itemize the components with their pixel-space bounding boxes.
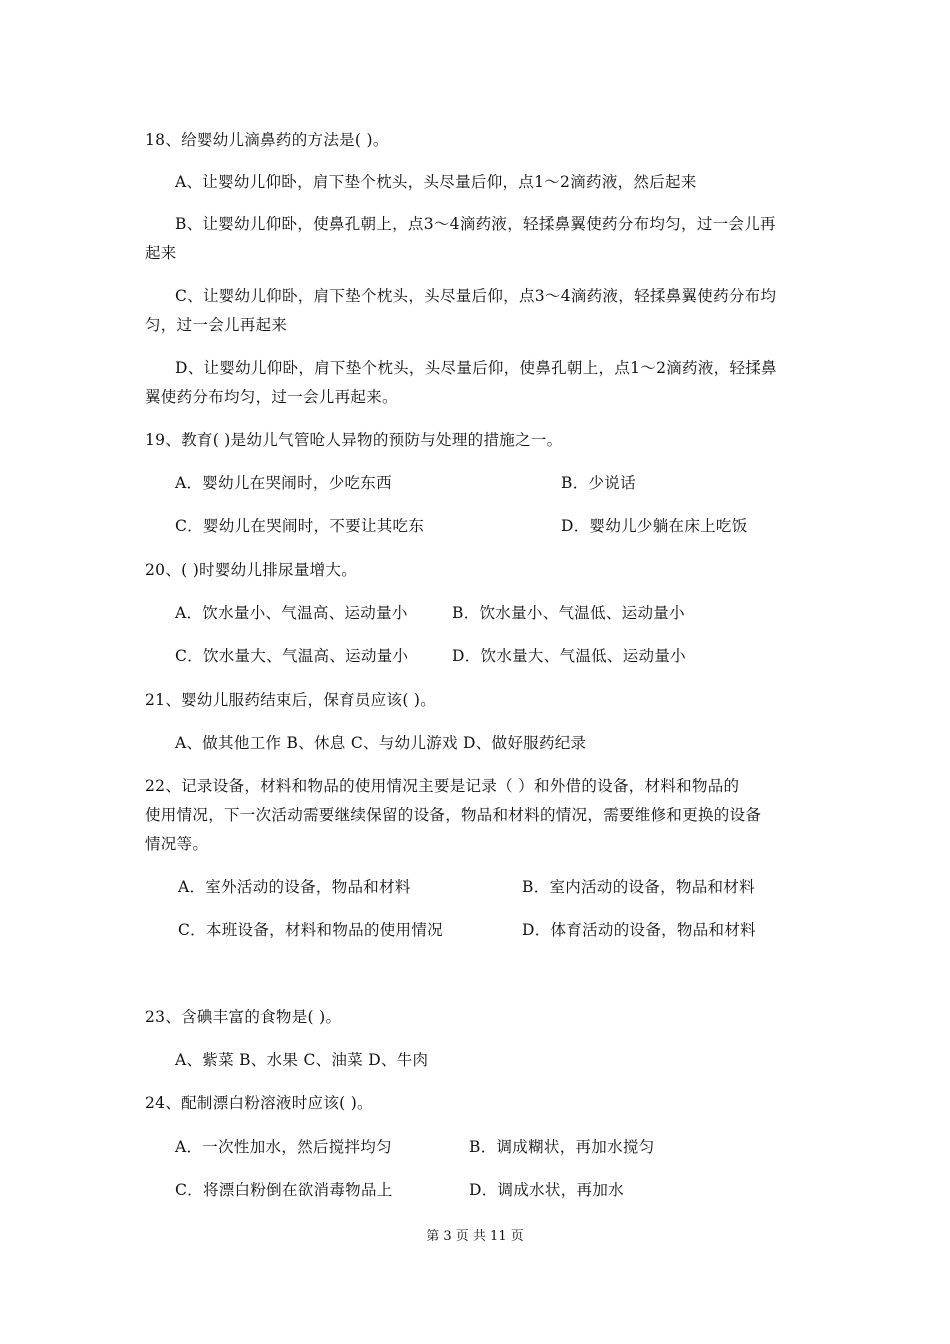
question-18-option-d: D、让婴幼儿仰卧，肩下垫个枕头，头尽量后仰，使鼻孔朝上，点1～2滴药液，轻揉鼻 <box>175 359 777 377</box>
question-20-option-a: A．饮水量小、气温高、运动量小 <box>175 604 408 622</box>
question-18-option-a: A、让婴幼儿仰卧，肩下垫个枕头，头尽量后仰，点1～2滴药液，然后起来 <box>175 173 697 191</box>
question-19-option-a: A．婴幼儿在哭闹时，少吃东西 <box>175 474 392 492</box>
question-23-options: A、紫菜 B、水果 C、油菜 D、牛肉 <box>175 1051 429 1069</box>
question-19-option-d: D．婴幼儿少躺在床上吃饭 <box>561 517 748 535</box>
question-22-stem-line-3: 情况等。 <box>145 835 209 853</box>
question-18-stem: 18、给婴幼儿滴鼻药的方法是( )。 <box>145 131 389 149</box>
question-19-option-b: B．少说话 <box>561 474 636 492</box>
question-23-stem: 23、含碘丰富的食物是( )。 <box>145 1008 342 1026</box>
question-22-stem-line-2: 使用情况，下一次活动需要继续保留的设备，物品和材料的情况，需要维修和更换的设备 <box>145 806 762 824</box>
question-18-option-b: B、让婴幼儿仰卧，使鼻孔朝上，点3～4滴药液，轻揉鼻翼使药分布均匀，过一会儿再 <box>175 215 776 233</box>
question-24-option-d: D．调成水状，再加水 <box>469 1181 624 1199</box>
question-24-option-b: B．调成糊状，再加水搅匀 <box>469 1138 655 1156</box>
question-22-option-c: C．本班设备，材料和物品的使用情况 <box>178 921 443 939</box>
page-number: 第 3 页 共 11 页 <box>426 1229 524 1244</box>
question-20-option-b: B．饮水量小、气温低、运动量小 <box>452 604 685 622</box>
question-22-option-b: B．室内活动的设备，物品和材料 <box>522 878 755 896</box>
question-21-stem: 21、婴幼儿服药结束后，保育员应该( )。 <box>145 691 437 709</box>
question-24-option-a: A．一次性加水，然后搅拌均匀 <box>175 1138 392 1156</box>
question-24-stem: 24、配制漂白粉溶液时应该( )。 <box>145 1094 373 1112</box>
question-19-stem: 19、教育( )是幼儿气管呛人异物的预防与处理的措施之一。 <box>145 431 563 449</box>
question-22-option-a: A．室外活动的设备，物品和材料 <box>178 878 411 896</box>
question-20-option-d: D．饮水量大、气温低、运动量小 <box>452 647 686 665</box>
question-20-stem: 20、( )时婴幼儿排尿量增大。 <box>145 561 358 579</box>
question-19-option-c: C．婴幼儿在哭闹时，不要让其吃东 <box>175 517 425 535</box>
question-22-stem-line-1: 22、记录设备，材料和物品的使用情况主要是记录（ ）和外借的设备，材料和物品的 <box>145 777 740 795</box>
question-18-option-b-cont: 起来 <box>145 244 177 262</box>
question-24-option-c: C．将漂白粉倒在欲消毒物品上 <box>175 1181 393 1199</box>
question-20-option-c: C．饮水量大、气温高、运动量小 <box>175 647 409 665</box>
question-18-option-c: C、让婴幼儿仰卧，肩下垫个枕头，头尽量后仰，点3～4滴药液，轻揉鼻翼使药分布均 <box>175 287 777 305</box>
question-18-option-d-cont: 翼使药分布均匀，过一会儿再起来。 <box>145 388 398 406</box>
question-18-option-c-cont: 匀，过一会儿再起来 <box>145 316 288 334</box>
question-22-option-d: D．体育活动的设备，物品和材料 <box>522 921 756 939</box>
question-21-options: A、做其他工作 B、休息 C、与幼儿游戏 D、做好服药纪录 <box>175 734 587 752</box>
